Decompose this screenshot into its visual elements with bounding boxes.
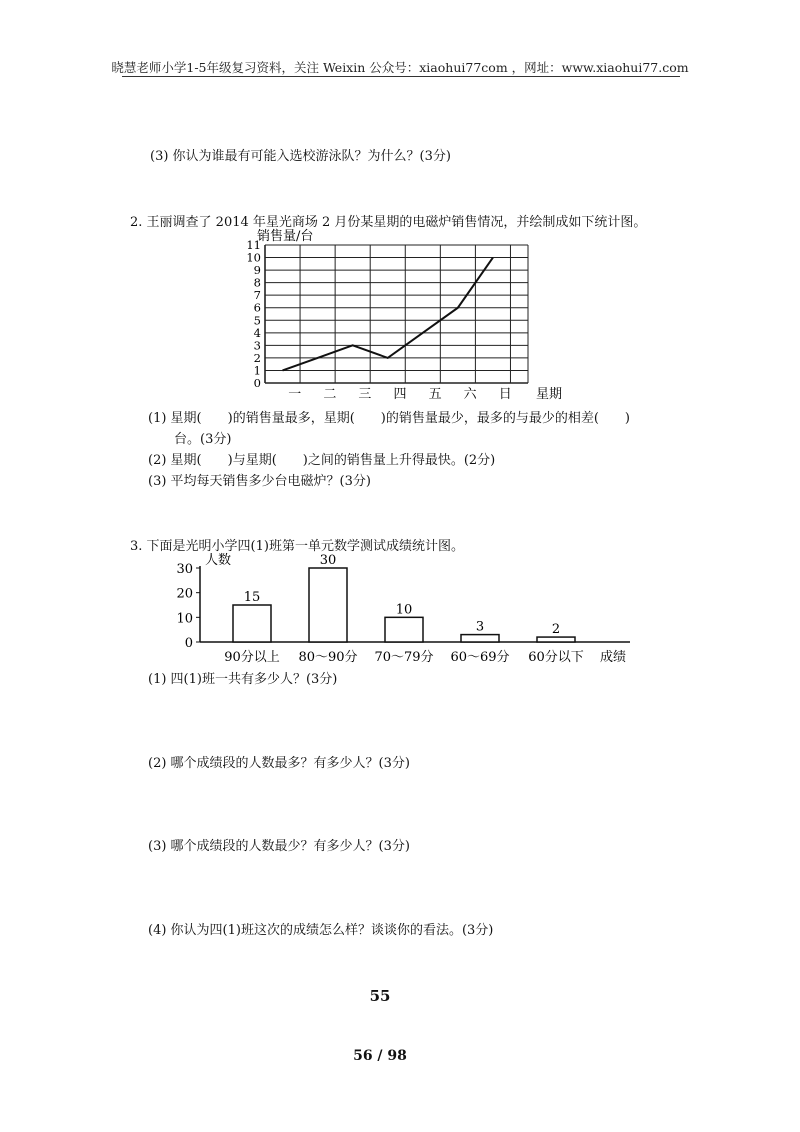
bar-chart-bar [537, 637, 575, 642]
bar-chart-x-tick-label: 90分以上 [224, 650, 280, 665]
question-3-2: (2) 哪个成绩段的人数最多？有多少人？(3分) [148, 756, 410, 771]
question-1-3: (3) 你认为谁最有可能入选校游泳队？为什么？(3分) [150, 149, 451, 164]
line-chart-x-tick-label: 日 [498, 387, 512, 402]
page-count: 56 / 98 [353, 1048, 407, 1064]
bar-chart-data-label: 30 [319, 553, 337, 568]
question-2-1: (1) 星期( )的销售量最多，星期( )的销售量最少，最多的与最少的相差( ) [148, 411, 630, 426]
page-header: 晓慧老师小学1-5年级复习资料，关注 Weixin 公众号：xiaohui77com ，网址：www.xiaohui77.com [111, 60, 689, 75]
question-2-title: 2. 王丽调查了 2014 年星光商场 2 月份某星期的电磁炉销售情况，并绘制成如下统计图。 [130, 215, 647, 230]
bar-chart-y-tick-label: 10 [176, 611, 193, 627]
bar-chart-x-tick-label: 80～90分 [298, 650, 358, 665]
bar-chart-data-label: 15 [243, 590, 261, 605]
bar-chart-bar [309, 568, 347, 642]
line-chart-y-tick-label: 6 [253, 300, 261, 315]
line-chart-y-tick-label: 0 [253, 376, 261, 390]
line-chart-y-tick-label: 5 [253, 313, 261, 328]
line-chart-y-tick-label: 10 [246, 250, 261, 265]
line-chart-y-tick-label: 2 [253, 350, 261, 365]
page-number: 55 [369, 987, 391, 1005]
bar-chart-data-label: 3 [475, 619, 485, 635]
bar-chart-x-ticks [224, 650, 584, 665]
line-chart-x-tick-label: 四 [393, 387, 407, 402]
bar-chart-bar [385, 617, 423, 642]
bar-chart-data-label: 2 [551, 622, 561, 638]
line-chart-y-ticks [246, 238, 261, 390]
line-chart-y-tick-label: 9 [253, 263, 261, 278]
question-3-1: (1) 四(1)班一共有多少人？(3分) [148, 672, 338, 687]
bar-chart-bar [461, 635, 499, 642]
bar-chart-y-label: 人数 [205, 553, 232, 568]
header-divider [122, 76, 680, 77]
question-3-3: (3) 哪个成绩段的人数最少？有多少人？(3分) [148, 839, 410, 854]
line-chart-series-line [283, 258, 493, 371]
line-chart-x-tick-label: 六 [463, 387, 477, 402]
line-chart-x-tick-label: 一 [288, 387, 302, 402]
bar-chart-bar [233, 605, 271, 642]
bar-chart-y-tick-label: 20 [176, 586, 193, 602]
line-chart-y-label: 销售量/台 [257, 229, 314, 244]
question-3-4: (4) 你认为四(1)班这次的成绩怎么样？谈谈你的看法。(3分) [148, 923, 494, 938]
bar-chart [160, 548, 640, 668]
bar-chart-x-label: 成绩 [600, 650, 627, 665]
question-2-1-cont: 台。(3分) [174, 432, 232, 447]
line-chart-x-tick-label: 三 [358, 387, 372, 402]
line-chart-x-label: 星期 [536, 387, 563, 402]
bar-chart-x-tick-label: 70～79分 [374, 650, 434, 665]
question-2-3: (3) 平均每天销售多少台电磁炉？(3分) [148, 474, 371, 489]
bar-chart-data-label: 10 [395, 602, 413, 618]
line-chart-y-tick-label: 1 [253, 363, 261, 378]
bar-chart-x-tick-label: 60分以下 [528, 650, 584, 665]
question-3-title: 3. 下面是光明小学四(1)班第一单元数学测试成绩统计图。 [130, 539, 464, 554]
line-chart-y-tick-label: 3 [253, 338, 261, 353]
line-chart-x-tick-label: 五 [428, 387, 442, 402]
line-chart [220, 225, 590, 410]
line-chart-y-tick-label: 7 [253, 288, 261, 303]
bar-chart-y-tick-label: 0 [184, 636, 193, 651]
bar-chart-x-tick-label: 60～69分 [450, 650, 510, 665]
bar-chart-y-tick-label: 30 [176, 562, 193, 577]
question-2-2: (2) 星期( )与星期( )之间的销售量上升得最快。(2分) [148, 453, 496, 468]
line-chart-y-tick-label: 11 [246, 238, 261, 252]
bar-chart-y-ticks [176, 562, 200, 651]
line-chart-x-ticks [288, 387, 511, 402]
line-chart-y-tick-label: 8 [253, 275, 261, 290]
line-chart-y-tick-label: 4 [253, 325, 261, 340]
line-chart-x-tick-label: 二 [323, 387, 337, 402]
